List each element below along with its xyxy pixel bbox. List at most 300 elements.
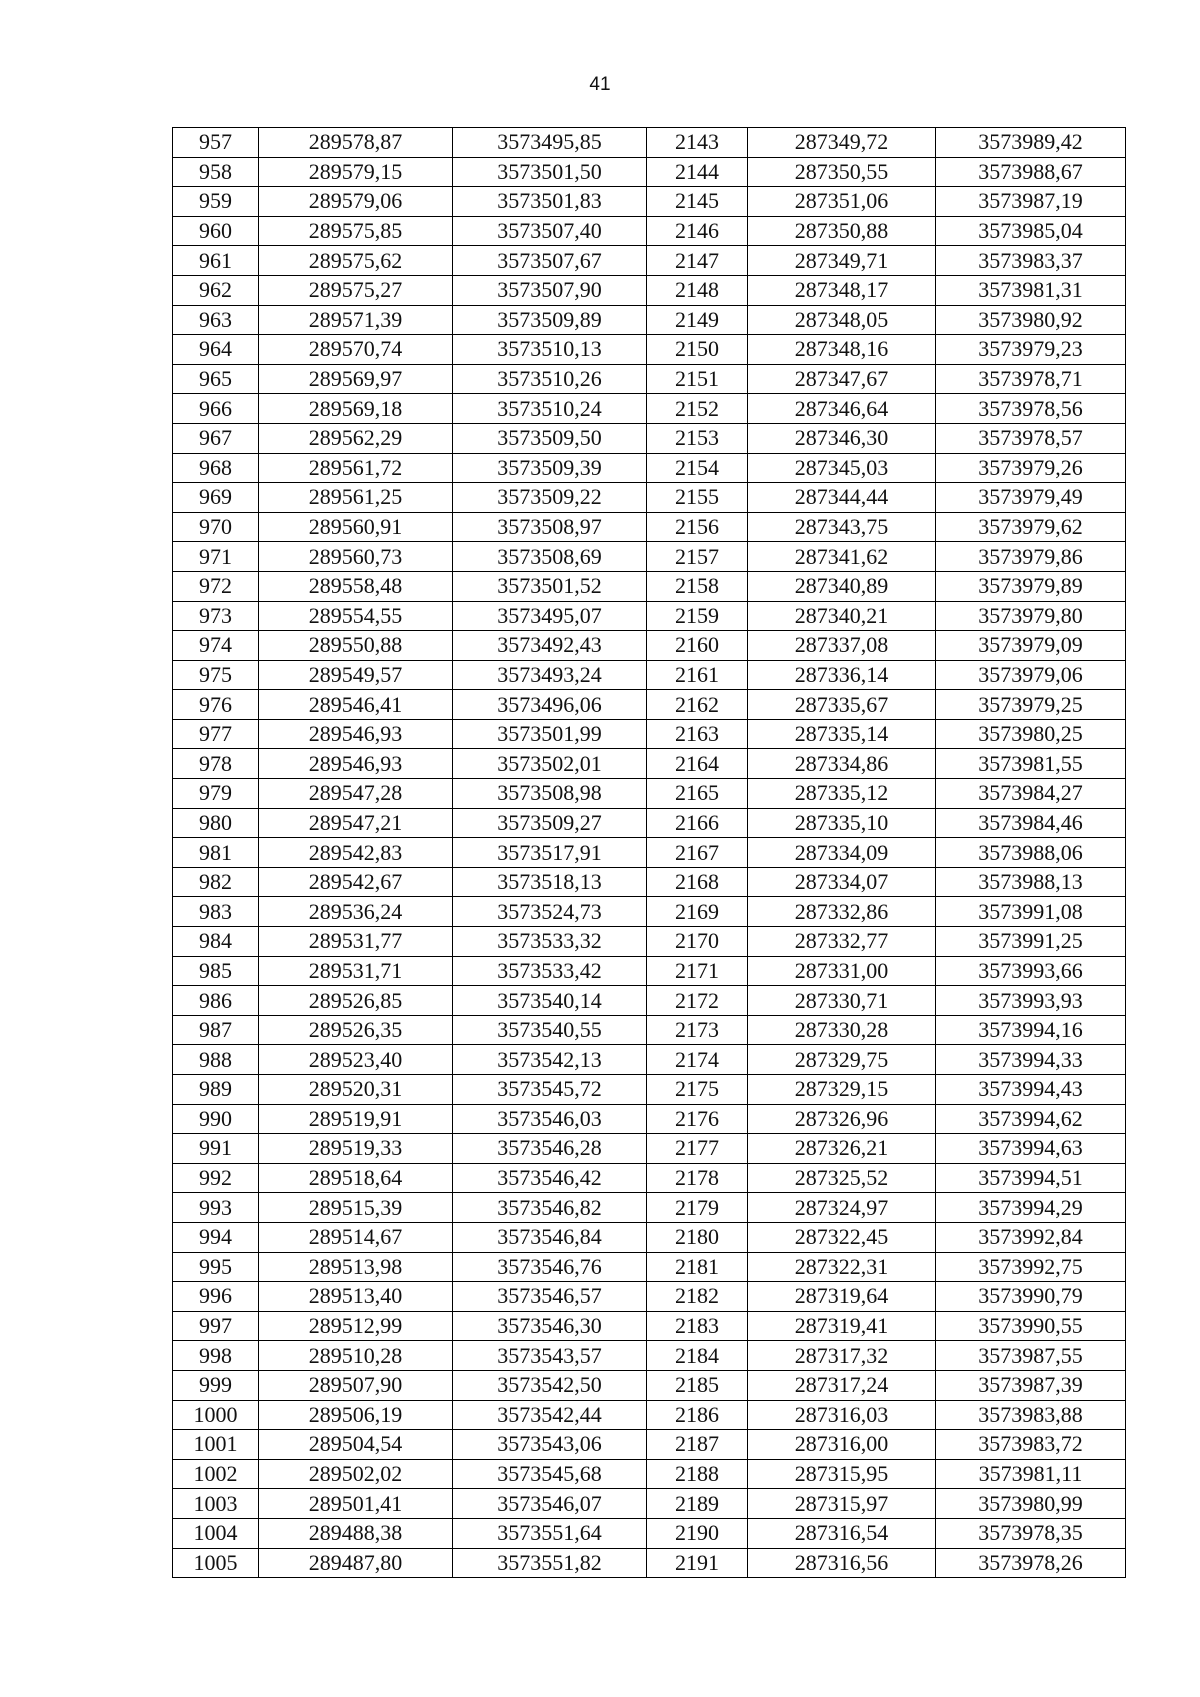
- y-coordinate-left-cell: 3573510,24: [453, 394, 647, 424]
- table-row: [173, 1400, 1126, 1430]
- y-coordinate-right-cell: 3573988,13: [936, 867, 1126, 897]
- point-number-left-cell: 1003: [173, 1489, 259, 1519]
- y-coordinate-left-cell: 3573509,39: [453, 453, 647, 483]
- y-coordinate-right-cell: 3573992,75: [936, 1252, 1126, 1282]
- y-coordinate-left-cell: 3573540,14: [453, 986, 647, 1016]
- point-number-left-cell: 960: [173, 216, 259, 246]
- y-coordinate-left-cell: 3573510,26: [453, 364, 647, 394]
- y-coordinate-left-cell: 3573546,30: [453, 1311, 647, 1341]
- y-coordinate-right-cell: 3573983,37: [936, 246, 1126, 276]
- y-coordinate-left-cell: 3573546,42: [453, 1163, 647, 1193]
- point-number-right-cell: 2174: [647, 1045, 748, 1075]
- x-coordinate-right-cell: 287340,21: [748, 601, 936, 631]
- x-coordinate-left-cell: 289507,90: [259, 1370, 453, 1400]
- point-number-left-cell: 999: [173, 1370, 259, 1400]
- y-coordinate-left-cell: 3573546,07: [453, 1489, 647, 1519]
- point-number-right-cell: 2183: [647, 1311, 748, 1341]
- table-row: [173, 1341, 1126, 1371]
- point-number-right-cell: 2153: [647, 423, 748, 453]
- y-coordinate-left-cell: 3573533,42: [453, 956, 647, 986]
- y-coordinate-right-cell: 3573994,51: [936, 1163, 1126, 1193]
- table-row: [173, 1193, 1126, 1223]
- table-row: [173, 719, 1126, 749]
- x-coordinate-left-cell: 289546,41: [259, 690, 453, 720]
- page-number: 41: [589, 74, 611, 95]
- x-coordinate-right-cell: 287315,95: [748, 1459, 936, 1489]
- table-row: [173, 483, 1126, 513]
- point-number-right-cell: 2165: [647, 779, 748, 809]
- x-coordinate-right-cell: 287330,71: [748, 986, 936, 1016]
- x-coordinate-right-cell: 287344,44: [748, 483, 936, 513]
- x-coordinate-right-cell: 287315,97: [748, 1489, 936, 1519]
- point-number-right-cell: 2182: [647, 1282, 748, 1312]
- y-coordinate-right-cell: 3573994,33: [936, 1045, 1126, 1075]
- x-coordinate-left-cell: 289531,77: [259, 927, 453, 957]
- table-row: [173, 512, 1126, 542]
- y-coordinate-left-cell: 3573545,72: [453, 1075, 647, 1105]
- y-coordinate-left-cell: 3573546,57: [453, 1282, 647, 1312]
- x-coordinate-right-cell: 287348,05: [748, 305, 936, 335]
- point-number-right-cell: 2190: [647, 1518, 748, 1548]
- x-coordinate-right-cell: 287326,21: [748, 1134, 936, 1164]
- y-coordinate-left-cell: 3573507,67: [453, 246, 647, 276]
- table-row: [173, 335, 1126, 365]
- point-number-right-cell: 2160: [647, 631, 748, 661]
- point-number-left-cell: 975: [173, 660, 259, 690]
- point-number-left-cell: 984: [173, 927, 259, 957]
- point-number-right-cell: 2143: [647, 128, 748, 158]
- point-number-right-cell: 2150: [647, 335, 748, 365]
- x-coordinate-right-cell: 287319,64: [748, 1282, 936, 1312]
- x-coordinate-right-cell: 287335,14: [748, 719, 936, 749]
- y-coordinate-left-cell: 3573507,40: [453, 216, 647, 246]
- y-coordinate-right-cell: 3573979,62: [936, 512, 1126, 542]
- x-coordinate-left-cell: 289536,24: [259, 897, 453, 927]
- y-coordinate-right-cell: 3573983,72: [936, 1430, 1126, 1460]
- y-coordinate-left-cell: 3573492,43: [453, 631, 647, 661]
- point-number-left-cell: 995: [173, 1252, 259, 1282]
- table-row: [173, 364, 1126, 394]
- point-number-right-cell: 2180: [647, 1222, 748, 1252]
- y-coordinate-right-cell: 3573979,86: [936, 542, 1126, 572]
- x-coordinate-left-cell: 289514,67: [259, 1222, 453, 1252]
- point-number-right-cell: 2168: [647, 867, 748, 897]
- x-coordinate-right-cell: 287316,54: [748, 1518, 936, 1548]
- x-coordinate-right-cell: 287336,14: [748, 660, 936, 690]
- x-coordinate-left-cell: 289550,88: [259, 631, 453, 661]
- y-coordinate-left-cell: 3573501,50: [453, 157, 647, 187]
- point-number-left-cell: 990: [173, 1104, 259, 1134]
- y-coordinate-right-cell: 3573991,25: [936, 927, 1126, 957]
- y-coordinate-left-cell: 3573501,83: [453, 187, 647, 217]
- x-coordinate-right-cell: 287316,56: [748, 1548, 936, 1578]
- x-coordinate-left-cell: 289519,91: [259, 1104, 453, 1134]
- point-number-right-cell: 2173: [647, 1015, 748, 1045]
- x-coordinate-right-cell: 287341,62: [748, 542, 936, 572]
- y-coordinate-left-cell: 3573508,97: [453, 512, 647, 542]
- y-coordinate-right-cell: 3573979,89: [936, 571, 1126, 601]
- table-row: [173, 542, 1126, 572]
- y-coordinate-right-cell: 3573994,62: [936, 1104, 1126, 1134]
- table-row: [173, 660, 1126, 690]
- y-coordinate-right-cell: 3573994,16: [936, 1015, 1126, 1045]
- x-coordinate-right-cell: 287331,00: [748, 956, 936, 986]
- x-coordinate-left-cell: 289512,99: [259, 1311, 453, 1341]
- point-number-left-cell: 980: [173, 808, 259, 838]
- point-number-left-cell: 972: [173, 571, 259, 601]
- x-coordinate-right-cell: 287346,30: [748, 423, 936, 453]
- point-number-left-cell: 1000: [173, 1400, 259, 1430]
- x-coordinate-left-cell: 289561,72: [259, 453, 453, 483]
- x-coordinate-left-cell: 289546,93: [259, 719, 453, 749]
- y-coordinate-left-cell: 3573542,50: [453, 1370, 647, 1400]
- y-coordinate-left-cell: 3573509,89: [453, 305, 647, 335]
- x-coordinate-right-cell: 287325,52: [748, 1163, 936, 1193]
- x-coordinate-right-cell: 287340,89: [748, 571, 936, 601]
- y-coordinate-right-cell: 3573994,29: [936, 1193, 1126, 1223]
- point-number-right-cell: 2166: [647, 808, 748, 838]
- x-coordinate-right-cell: 287332,77: [748, 927, 936, 957]
- table-row: [173, 956, 1126, 986]
- x-coordinate-left-cell: 289487,80: [259, 1548, 453, 1578]
- x-coordinate-right-cell: 287335,67: [748, 690, 936, 720]
- x-coordinate-left-cell: 289571,39: [259, 305, 453, 335]
- table-row: [173, 1045, 1126, 1075]
- x-coordinate-left-cell: 289579,06: [259, 187, 453, 217]
- x-coordinate-right-cell: 287324,97: [748, 1193, 936, 1223]
- coordinates-table: [172, 127, 1126, 1578]
- x-coordinate-left-cell: 289547,28: [259, 779, 453, 809]
- x-coordinate-left-cell: 289575,62: [259, 246, 453, 276]
- y-coordinate-right-cell: 3573978,71: [936, 364, 1126, 394]
- x-coordinate-right-cell: 287322,45: [748, 1222, 936, 1252]
- point-number-left-cell: 974: [173, 631, 259, 661]
- point-number-right-cell: 2171: [647, 956, 748, 986]
- x-coordinate-right-cell: 287332,86: [748, 897, 936, 927]
- point-number-right-cell: 2189: [647, 1489, 748, 1519]
- y-coordinate-left-cell: 3573493,24: [453, 660, 647, 690]
- table-row: [173, 1163, 1126, 1193]
- point-number-left-cell: 981: [173, 838, 259, 868]
- table-row: [173, 423, 1126, 453]
- x-coordinate-left-cell: 289561,25: [259, 483, 453, 513]
- y-coordinate-right-cell: 3573984,46: [936, 808, 1126, 838]
- y-coordinate-left-cell: 3573545,68: [453, 1459, 647, 1489]
- table-row: [173, 838, 1126, 868]
- point-number-right-cell: 2179: [647, 1193, 748, 1223]
- point-number-left-cell: 986: [173, 986, 259, 1016]
- point-number-right-cell: 2157: [647, 542, 748, 572]
- x-coordinate-right-cell: 287322,31: [748, 1252, 936, 1282]
- x-coordinate-left-cell: 289569,97: [259, 364, 453, 394]
- table-row: [173, 1489, 1126, 1519]
- y-coordinate-right-cell: 3573989,42: [936, 128, 1126, 158]
- y-coordinate-left-cell: 3573496,06: [453, 690, 647, 720]
- y-coordinate-right-cell: 3573983,88: [936, 1400, 1126, 1430]
- x-coordinate-right-cell: 287337,08: [748, 631, 936, 661]
- y-coordinate-right-cell: 3573994,63: [936, 1134, 1126, 1164]
- point-number-right-cell: 2188: [647, 1459, 748, 1489]
- y-coordinate-right-cell: 3573988,67: [936, 157, 1126, 187]
- point-number-left-cell: 992: [173, 1163, 259, 1193]
- y-coordinate-left-cell: 3573510,13: [453, 335, 647, 365]
- x-coordinate-left-cell: 289520,31: [259, 1075, 453, 1105]
- x-coordinate-right-cell: 287335,12: [748, 779, 936, 809]
- y-coordinate-left-cell: 3573507,90: [453, 275, 647, 305]
- table-row: [173, 275, 1126, 305]
- point-number-left-cell: 989: [173, 1075, 259, 1105]
- y-coordinate-right-cell: 3573992,84: [936, 1222, 1126, 1252]
- y-coordinate-right-cell: 3573979,26: [936, 453, 1126, 483]
- x-coordinate-left-cell: 289519,33: [259, 1134, 453, 1164]
- y-coordinate-left-cell: 3573517,91: [453, 838, 647, 868]
- table-row: [173, 1459, 1126, 1489]
- y-coordinate-right-cell: 3573980,25: [936, 719, 1126, 749]
- point-number-right-cell: 2156: [647, 512, 748, 542]
- point-number-left-cell: 998: [173, 1341, 259, 1371]
- x-coordinate-left-cell: 289518,64: [259, 1163, 453, 1193]
- point-number-left-cell: 983: [173, 897, 259, 927]
- point-number-left-cell: 978: [173, 749, 259, 779]
- x-coordinate-right-cell: 287317,32: [748, 1341, 936, 1371]
- x-coordinate-right-cell: 287319,41: [748, 1311, 936, 1341]
- x-coordinate-left-cell: 289513,40: [259, 1282, 453, 1312]
- point-number-right-cell: 2155: [647, 483, 748, 513]
- table-row: [173, 187, 1126, 217]
- x-coordinate-left-cell: 289554,55: [259, 601, 453, 631]
- x-coordinate-left-cell: 289560,73: [259, 542, 453, 572]
- point-number-right-cell: 2185: [647, 1370, 748, 1400]
- y-coordinate-left-cell: 3573546,84: [453, 1222, 647, 1252]
- y-coordinate-right-cell: 3573990,55: [936, 1311, 1126, 1341]
- y-coordinate-right-cell: 3573990,79: [936, 1282, 1126, 1312]
- y-coordinate-left-cell: 3573508,98: [453, 779, 647, 809]
- y-coordinate-right-cell: 3573978,57: [936, 423, 1126, 453]
- x-coordinate-right-cell: 287329,15: [748, 1075, 936, 1105]
- x-coordinate-left-cell: 289578,87: [259, 128, 453, 158]
- point-number-left-cell: 1002: [173, 1459, 259, 1489]
- x-coordinate-right-cell: 287343,75: [748, 512, 936, 542]
- x-coordinate-right-cell: 287335,10: [748, 808, 936, 838]
- point-number-right-cell: 2158: [647, 571, 748, 601]
- point-number-left-cell: 971: [173, 542, 259, 572]
- x-coordinate-left-cell: 289504,54: [259, 1430, 453, 1460]
- y-coordinate-left-cell: 3573518,13: [453, 867, 647, 897]
- coordinates-table-body: [173, 128, 1126, 1578]
- y-coordinate-left-cell: 3573524,73: [453, 897, 647, 927]
- point-number-left-cell: 976: [173, 690, 259, 720]
- table-row: [173, 749, 1126, 779]
- point-number-right-cell: 2191: [647, 1548, 748, 1578]
- x-coordinate-left-cell: 289542,83: [259, 838, 453, 868]
- point-number-left-cell: 987: [173, 1015, 259, 1045]
- table-row: [173, 897, 1126, 927]
- x-coordinate-right-cell: 287317,24: [748, 1370, 936, 1400]
- point-number-right-cell: 2147: [647, 246, 748, 276]
- y-coordinate-left-cell: 3573542,13: [453, 1045, 647, 1075]
- x-coordinate-right-cell: 287348,16: [748, 335, 936, 365]
- x-coordinate-left-cell: 289549,57: [259, 660, 453, 690]
- y-coordinate-left-cell: 3573509,22: [453, 483, 647, 513]
- point-number-left-cell: 1005: [173, 1548, 259, 1578]
- point-number-left-cell: 994: [173, 1222, 259, 1252]
- point-number-left-cell: 961: [173, 246, 259, 276]
- x-coordinate-left-cell: 289501,41: [259, 1489, 453, 1519]
- y-coordinate-left-cell: 3573542,44: [453, 1400, 647, 1430]
- table-row: [173, 394, 1126, 424]
- x-coordinate-left-cell: 289547,21: [259, 808, 453, 838]
- table-row: [173, 453, 1126, 483]
- point-number-left-cell: 964: [173, 335, 259, 365]
- x-coordinate-left-cell: 289510,28: [259, 1341, 453, 1371]
- y-coordinate-right-cell: 3573980,92: [936, 305, 1126, 335]
- x-coordinate-left-cell: 289523,40: [259, 1045, 453, 1075]
- y-coordinate-left-cell: 3573546,28: [453, 1134, 647, 1164]
- table-row: [173, 246, 1126, 276]
- table-row: [173, 216, 1126, 246]
- point-number-right-cell: 2162: [647, 690, 748, 720]
- point-number-right-cell: 2154: [647, 453, 748, 483]
- x-coordinate-right-cell: 287349,71: [748, 246, 936, 276]
- x-coordinate-left-cell: 289488,38: [259, 1518, 453, 1548]
- y-coordinate-right-cell: 3573979,49: [936, 483, 1126, 513]
- y-coordinate-right-cell: 3573984,27: [936, 779, 1126, 809]
- point-number-left-cell: 965: [173, 364, 259, 394]
- x-coordinate-right-cell: 287334,86: [748, 749, 936, 779]
- y-coordinate-left-cell: 3573543,57: [453, 1341, 647, 1371]
- point-number-left-cell: 985: [173, 956, 259, 986]
- point-number-left-cell: 963: [173, 305, 259, 335]
- x-coordinate-left-cell: 289579,15: [259, 157, 453, 187]
- y-coordinate-right-cell: 3573979,06: [936, 660, 1126, 690]
- point-number-right-cell: 2163: [647, 719, 748, 749]
- x-coordinate-left-cell: 289569,18: [259, 394, 453, 424]
- x-coordinate-left-cell: 289562,29: [259, 423, 453, 453]
- y-coordinate-right-cell: 3573978,35: [936, 1518, 1126, 1548]
- y-coordinate-left-cell: 3573501,99: [453, 719, 647, 749]
- y-coordinate-right-cell: 3573981,11: [936, 1459, 1126, 1489]
- point-number-right-cell: 2159: [647, 601, 748, 631]
- table-row: [173, 1430, 1126, 1460]
- y-coordinate-right-cell: 3573979,23: [936, 335, 1126, 365]
- x-coordinate-right-cell: 287348,17: [748, 275, 936, 305]
- x-coordinate-left-cell: 289575,27: [259, 275, 453, 305]
- y-coordinate-right-cell: 3573988,06: [936, 838, 1126, 868]
- point-number-left-cell: 1001: [173, 1430, 259, 1460]
- table-row: [173, 779, 1126, 809]
- y-coordinate-left-cell: 3573551,64: [453, 1518, 647, 1548]
- point-number-left-cell: 996: [173, 1282, 259, 1312]
- x-coordinate-left-cell: 289546,93: [259, 749, 453, 779]
- y-coordinate-right-cell: 3573978,26: [936, 1548, 1126, 1578]
- point-number-left-cell: 967: [173, 423, 259, 453]
- y-coordinate-right-cell: 3573991,08: [936, 897, 1126, 927]
- point-number-right-cell: 2146: [647, 216, 748, 246]
- table-row: [173, 128, 1126, 158]
- x-coordinate-right-cell: 287346,64: [748, 394, 936, 424]
- x-coordinate-left-cell: 289502,02: [259, 1459, 453, 1489]
- point-number-left-cell: 969: [173, 483, 259, 513]
- x-coordinate-left-cell: 289531,71: [259, 956, 453, 986]
- table-row: [173, 1015, 1126, 1045]
- point-number-right-cell: 2164: [647, 749, 748, 779]
- table-row: [173, 157, 1126, 187]
- x-coordinate-right-cell: 287347,67: [748, 364, 936, 394]
- table-row: [173, 867, 1126, 897]
- y-coordinate-right-cell: 3573981,55: [936, 749, 1126, 779]
- point-number-left-cell: 959: [173, 187, 259, 217]
- y-coordinate-left-cell: 3573495,85: [453, 128, 647, 158]
- point-number-right-cell: 2175: [647, 1075, 748, 1105]
- y-coordinate-right-cell: 3573981,31: [936, 275, 1126, 305]
- x-coordinate-right-cell: 287349,72: [748, 128, 936, 158]
- y-coordinate-left-cell: 3573546,82: [453, 1193, 647, 1223]
- y-coordinate-right-cell: 3573987,19: [936, 187, 1126, 217]
- x-coordinate-right-cell: 287316,00: [748, 1430, 936, 1460]
- table-row: [173, 1518, 1126, 1548]
- y-coordinate-left-cell: 3573551,82: [453, 1548, 647, 1578]
- point-number-left-cell: 1004: [173, 1518, 259, 1548]
- x-coordinate-left-cell: 289558,48: [259, 571, 453, 601]
- y-coordinate-right-cell: 3573978,56: [936, 394, 1126, 424]
- point-number-left-cell: 997: [173, 1311, 259, 1341]
- point-number-left-cell: 973: [173, 601, 259, 631]
- table-row: [173, 1252, 1126, 1282]
- point-number-right-cell: 2184: [647, 1341, 748, 1371]
- y-coordinate-left-cell: 3573540,55: [453, 1015, 647, 1045]
- point-number-right-cell: 2172: [647, 986, 748, 1016]
- point-number-right-cell: 2169: [647, 897, 748, 927]
- x-coordinate-right-cell: 287330,28: [748, 1015, 936, 1045]
- x-coordinate-left-cell: 289560,91: [259, 512, 453, 542]
- y-coordinate-left-cell: 3573495,07: [453, 601, 647, 631]
- table-row: [173, 690, 1126, 720]
- y-coordinate-left-cell: 3573509,50: [453, 423, 647, 453]
- y-coordinate-right-cell: 3573987,39: [936, 1370, 1126, 1400]
- x-coordinate-right-cell: 287350,88: [748, 216, 936, 246]
- table-row: [173, 601, 1126, 631]
- y-coordinate-left-cell: 3573546,76: [453, 1252, 647, 1282]
- point-number-left-cell: 993: [173, 1193, 259, 1223]
- point-number-left-cell: 970: [173, 512, 259, 542]
- point-number-left-cell: 988: [173, 1045, 259, 1075]
- x-coordinate-left-cell: 289506,19: [259, 1400, 453, 1430]
- x-coordinate-left-cell: 289575,85: [259, 216, 453, 246]
- table-row: [173, 571, 1126, 601]
- table-row: [173, 986, 1126, 1016]
- table-row: [173, 1311, 1126, 1341]
- table-row: [173, 808, 1126, 838]
- point-number-left-cell: 982: [173, 867, 259, 897]
- table-row: [173, 1370, 1126, 1400]
- table-row: [173, 1075, 1126, 1105]
- x-coordinate-right-cell: 287345,03: [748, 453, 936, 483]
- y-coordinate-right-cell: 3573980,99: [936, 1489, 1126, 1519]
- table-row: [173, 1104, 1126, 1134]
- point-number-right-cell: 2187: [647, 1430, 748, 1460]
- x-coordinate-right-cell: 287334,07: [748, 867, 936, 897]
- point-number-right-cell: 2161: [647, 660, 748, 690]
- x-coordinate-left-cell: 289570,74: [259, 335, 453, 365]
- y-coordinate-left-cell: 3573546,03: [453, 1104, 647, 1134]
- y-coordinate-left-cell: 3573533,32: [453, 927, 647, 957]
- y-coordinate-left-cell: 3573508,69: [453, 542, 647, 572]
- y-coordinate-right-cell: 3573993,66: [936, 956, 1126, 986]
- y-coordinate-right-cell: 3573987,55: [936, 1341, 1126, 1371]
- table-row: [173, 631, 1126, 661]
- x-coordinate-right-cell: 287334,09: [748, 838, 936, 868]
- y-coordinate-right-cell: 3573979,09: [936, 631, 1126, 661]
